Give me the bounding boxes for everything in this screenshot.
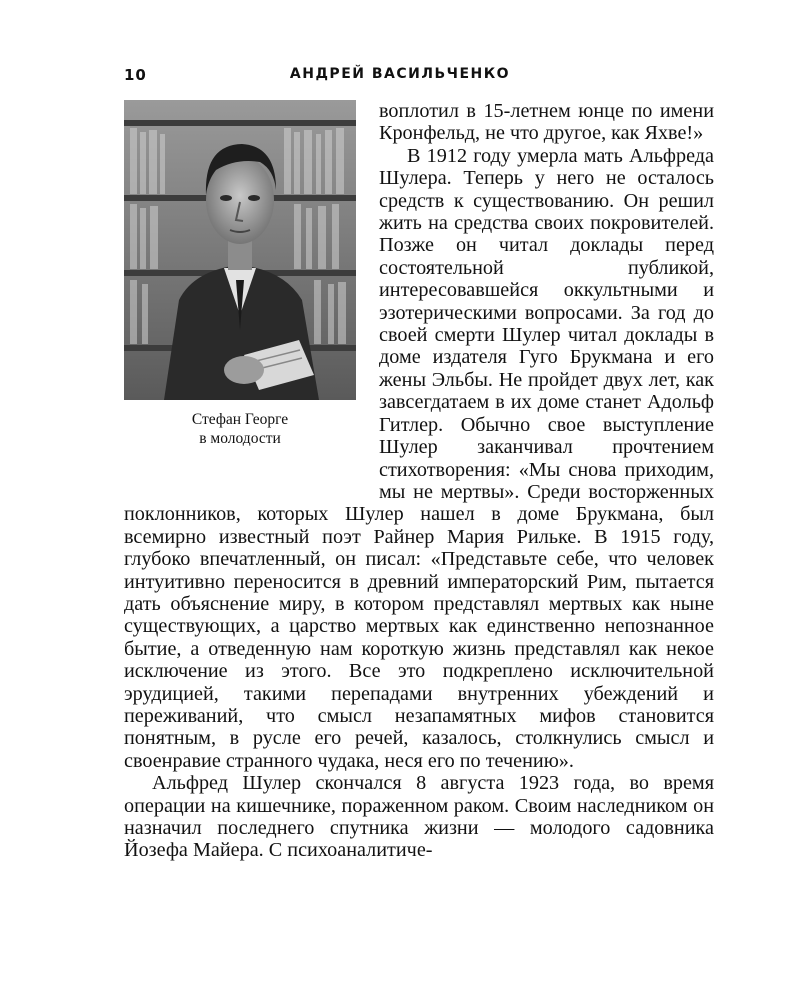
portrait-photo	[124, 100, 356, 400]
paragraph-1: воплотил в 15-летнем юнце по имени Кронфельд, не что другое, как Яхве!»	[379, 100, 714, 145]
caption-line-2: в молодости	[199, 430, 281, 447]
running-head: АНДРЕЙ ВАСИЛЬЧЕНКО	[289, 66, 511, 82]
portrait-image	[124, 100, 356, 400]
paragraph-3: Альфред Шулер скончался 8 августа 1923 года, во время операции на кишечнике, пораженном раком. Своим наследником он назначил последнего спутника жизни — молодого садовника Йозефа Майера. С психоаналитиче-	[124, 772, 714, 862]
page-number: 10	[124, 66, 147, 84]
figure-caption	[124, 410, 356, 448]
caption-line-1: Стефан Георге	[191, 411, 289, 428]
paragraph-2: В 1912 году умерла мать Альфреда Шулера. Теперь у него не осталось средств к существованию. Он решил жить на средства своих покровителей. Позже он читал доклады перед состоятельной публикой, интересовавшейся оккультными и эзотерическими вопросами. За год до своей смерти Шулер читал доклады в доме издателя Гуго Брукмана и его жены Эльбы. Не пройдет двух лет, как завсегдатаем в их доме станет Адольф Гитлер. Обычно свое выступление Шулер заканчивал прочтением стихотворения: «Мы снова приходим, мы не мертвы». Среди восторженных поклонников, которых Шулер нашел в доме Брукмана, был всемирно известный поэт Райнер Мария Рильке. В 1915 году, глубоко впечатленный, он писал: «Представьте себе, что человек интуитивно переносится в древний императорский Рим, пытается дать объяснение миру, в котором представлял мертвых как ныне существующих, а царство мертвых как единственно непознанное бытие, а отведенную нам короткую жизнь представлял как некое исключение из этого. Все это подкреплено исключительной эрудицией, такими перепадами внутренних убеждений и переживаний, что смысл незапамятных мифов становится понятным, в русле его речей, казалось, столкнулись смысл и своенравие странного чудака, неся его по течению».	[124, 144, 714, 772]
body-text	[124, 100, 714, 862]
portrait-figure	[124, 100, 364, 482]
